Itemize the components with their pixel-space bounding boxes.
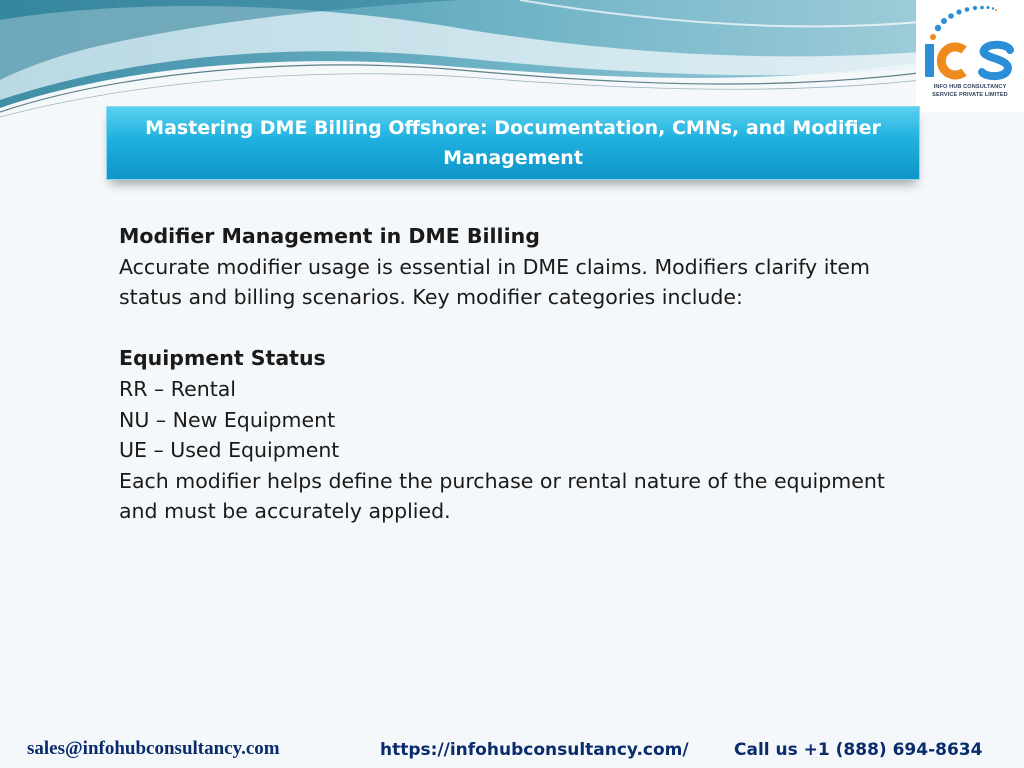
title-banner <box>106 106 920 180</box>
footer-phone[interactable]: Call us +1 (888) 694-8634 <box>734 740 983 760</box>
footer-email-link[interactable]: sales@infohubconsultancy.com <box>27 738 280 759</box>
section-heading-modifier-management: Modifier Management in DME Billing <box>119 224 540 248</box>
closing-paragraph: Each modifier helps define the purchase or rental nature of the equipment and must be accurately applied. <box>119 468 885 524</box>
logo-line-1: INFO HUB CONSULTANCY <box>933 84 1007 90</box>
slide-content <box>119 221 909 527</box>
logo-line-2: SERVICE PRIVATE LIMITED <box>932 92 1008 98</box>
section-heading-equipment-status: Equipment Status <box>119 346 326 371</box>
list-item: NU – New Equipment <box>119 407 336 432</box>
footer-website-link[interactable]: https://infohubconsultancy.com/ <box>380 740 689 760</box>
slide-title: Mastering DME Billing Offshore: Documentation, CMNs, and Modifier Management <box>145 117 881 169</box>
company-logo <box>916 0 1024 112</box>
intro-paragraph: Accurate modifier usage is essential in DME claims. Modifiers clarify item status and billing scenarios. Key modifier categories include: <box>119 254 871 310</box>
list-item: UE – Used Equipment <box>119 438 340 463</box>
list-item: RR – Rental <box>119 376 236 401</box>
